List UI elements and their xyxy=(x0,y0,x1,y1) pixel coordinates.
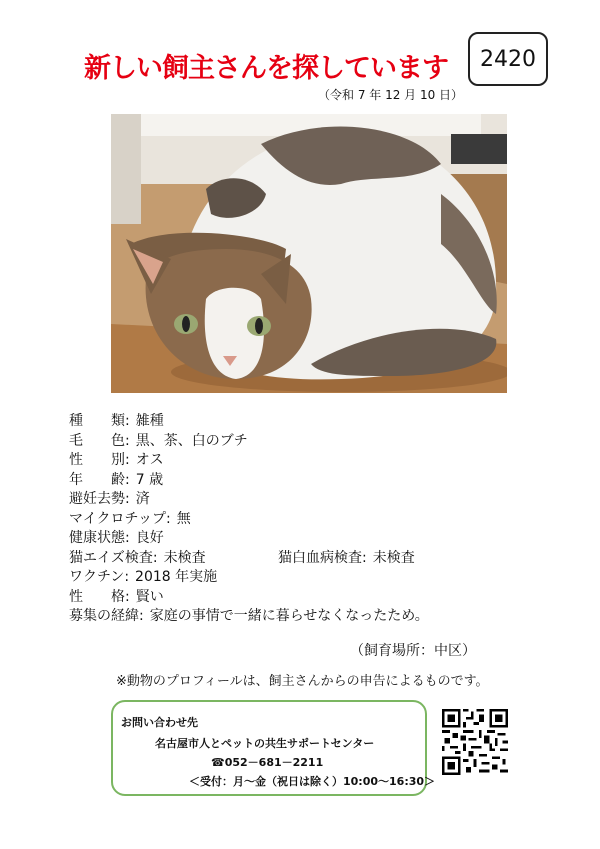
profile-row-breed: 種 類: 雑種 xyxy=(69,412,429,432)
qr-code-icon[interactable] xyxy=(442,709,508,775)
id-number-badge: 2420 xyxy=(468,32,548,86)
location-text: （飼育場所：中区） xyxy=(350,643,476,659)
profile-label: ワクチン xyxy=(69,569,125,585)
contact-box xyxy=(111,700,436,796)
profile-row-fiv: 猫エイズ検査: 未検査 猫白血病検査: 未検査 xyxy=(69,549,429,569)
profile-label: 健康状態 xyxy=(69,530,125,546)
profile-label: 年 齢 xyxy=(69,471,125,488)
profile-value: 未検査 xyxy=(163,549,206,566)
profile-label: 募集の経緯 xyxy=(69,608,139,624)
profile-label: 性 別 xyxy=(69,452,125,468)
profile-value: 雑種 xyxy=(135,413,164,429)
profile-label: 性 格 xyxy=(69,588,125,605)
profile-value: 無 xyxy=(176,510,191,527)
cat-photo-icon xyxy=(111,114,507,393)
profile-row-vaccine: ワクチン: 2018 年実施 xyxy=(69,568,429,588)
post-date: （令和 7 年 12 月 10 日） xyxy=(318,88,464,102)
profile-row-microchip: マイクロチップ: 無 xyxy=(69,510,429,530)
profile-value: 済 xyxy=(135,491,150,507)
profile-row-personality: 性 格: 賢い xyxy=(69,588,429,608)
profile-value: 黒、茶、白のブチ xyxy=(135,432,248,449)
profile-value: オス xyxy=(135,452,164,468)
profile-row-reason: 募集の経緯: 家庭の事情で一緒に暮らせなくなったため。 xyxy=(69,607,429,627)
profile-value: 賢い xyxy=(135,588,164,605)
felv-test: 猫白血病検査: 未検査 xyxy=(278,549,415,566)
profile-label: マイクロチップ xyxy=(69,510,167,527)
profile-label: 種 類 xyxy=(69,413,125,429)
profile-label: 猫エイズ検査 xyxy=(69,549,153,566)
profile-value: 家庭の事情で一緒に暮らせなくなったため。 xyxy=(149,608,429,624)
profile-value: 2018 年実施 xyxy=(135,569,218,585)
profile-label: 避妊去勢 xyxy=(69,491,125,507)
profile-row-neutered: 避妊去勢: 済 xyxy=(69,490,429,510)
contact-phone: ☎052－681－2211 xyxy=(211,756,324,769)
profile-row-sex: 性 別: オス xyxy=(69,451,429,471)
page-title: 新しい飼主さんを探しています xyxy=(84,53,448,84)
profile-row-color: 毛 色: 黒、茶、白のブチ xyxy=(69,432,429,452)
profile-row-age: 年 齢: 7 歳 xyxy=(69,471,429,491)
profile-label: 猫白血病検査 xyxy=(278,549,362,566)
profile-value: 7 歳 xyxy=(135,471,164,488)
profile-value: 未検査 xyxy=(372,549,415,566)
profile-list xyxy=(69,412,429,627)
cat-photo xyxy=(111,114,507,393)
contact-org: 名古屋市人とペットの共生サポートセンター xyxy=(155,737,375,750)
contact-heading: お問い合わせ先 xyxy=(121,716,198,729)
profile-row-health: 健康状態: 良好 xyxy=(69,529,429,549)
profile-label: 毛 色 xyxy=(69,432,125,449)
contact-hours: ＜受付：月～金（祝日は除く）10:00～16:30＞ xyxy=(189,775,436,788)
disclaimer-note: ※動物のプロフィールは、飼主さんからの申告によるものです。 xyxy=(116,674,489,689)
profile-value: 良好 xyxy=(135,530,164,546)
